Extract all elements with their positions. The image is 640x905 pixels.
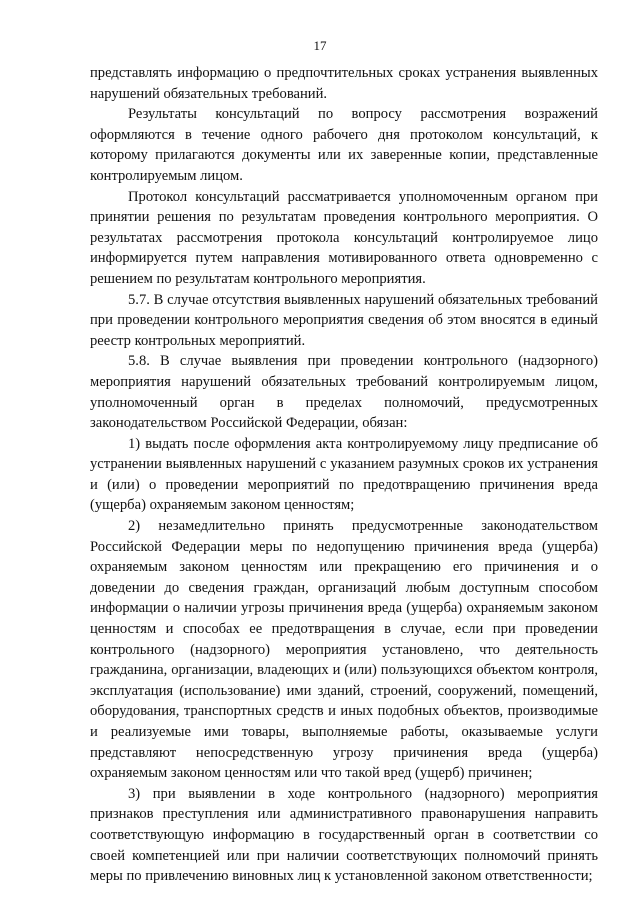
paragraph-5-7: 5.7. В случае отсутствия выявленных нарушений обязательных требований при проведении контрольного мероприятия сведения об этом вносятся в единый реестр контрольных мероприятий.	[90, 291, 598, 349]
paragraph-consultation-protocol: Протокол консультаций рассматривается уполномоченным органом при принятии решения по результатам проведения контрольного мероприятия. О результатах рассмотрения протокола консультаций контролируемое лицо информируется путем направления мотивированного ответа одновременно с решением по результатам контрольного мероприятия.	[90, 188, 598, 287]
document-body	[90, 63, 598, 887]
page-number: 17	[313, 38, 327, 53]
list-item-2: 2) незамедлительно принять предусмотренные законодательством Российской Федерации меры по недопущению причинения вреда (ущерба) охраняемым законом ценностям или прекращению его причинения и о доведении до сведения граждан, организаций любым доступным способом информации о наличии угрозы причинения вреда (ущерба) охраняемым законом ценностям и способах ее предотвращения в случае, если при проведении контрольного (надзорного) мероприятия установлено, что деятельность гражданина, организации, владеющих и (или) пользующихся объектом контроля, эксплуатация (использование) ими зданий, строений, сооружений, помещений, оборудования, транспортных средств и иных подобных объектов, производимые и реализуемые ими товары, выполняемые работы, оказываемые услуги представляют непосредственную угрозу причинения вреда (ущерба) охраняемым законом ценностям или что такой вред (ущерб) причинен;	[90, 518, 598, 782]
paragraph-5-8: 5.8. В случае выявления при проведении контрольного (надзорного) мероприятия нарушений обязательных требований контролируемым лицом, уполномоченный орган в пределах полномочий, предусмотренных законодательством Российской Федерации, обязан:	[90, 353, 598, 432]
list-item-1: 1) выдать после оформления акта контролируемому лицу предписание об устранении выявленных нарушений с указанием разумных сроков их устранения и (или) о проведении мероприятий по предотвращению причинения вреда (ущерба) охраняемым законом ценностям;	[90, 435, 598, 514]
paragraph-consultation-results: Результаты консультаций по вопросу рассмотрения возражений оформляются в течение одного рабочего дня протоколом консультаций, к которому прилагаются документы или их заверенные копии, представленные контролируемым лицом.	[90, 106, 598, 184]
list-item-3: 3) при выявлении в ходе контрольного (надзорного) мероприятия признаков преступления или административного правонарушения направить соответствующую информацию в государственный орган в соответствии со своей компетенцией или при наличии соответствующих полномочий принять меры по привлечению виновных лиц к установленной законом ответственности;	[90, 785, 598, 885]
paragraph-continuation: представлять информацию о предпочтительных сроках устранения выявленных нарушений обязательных требований.	[90, 65, 598, 102]
